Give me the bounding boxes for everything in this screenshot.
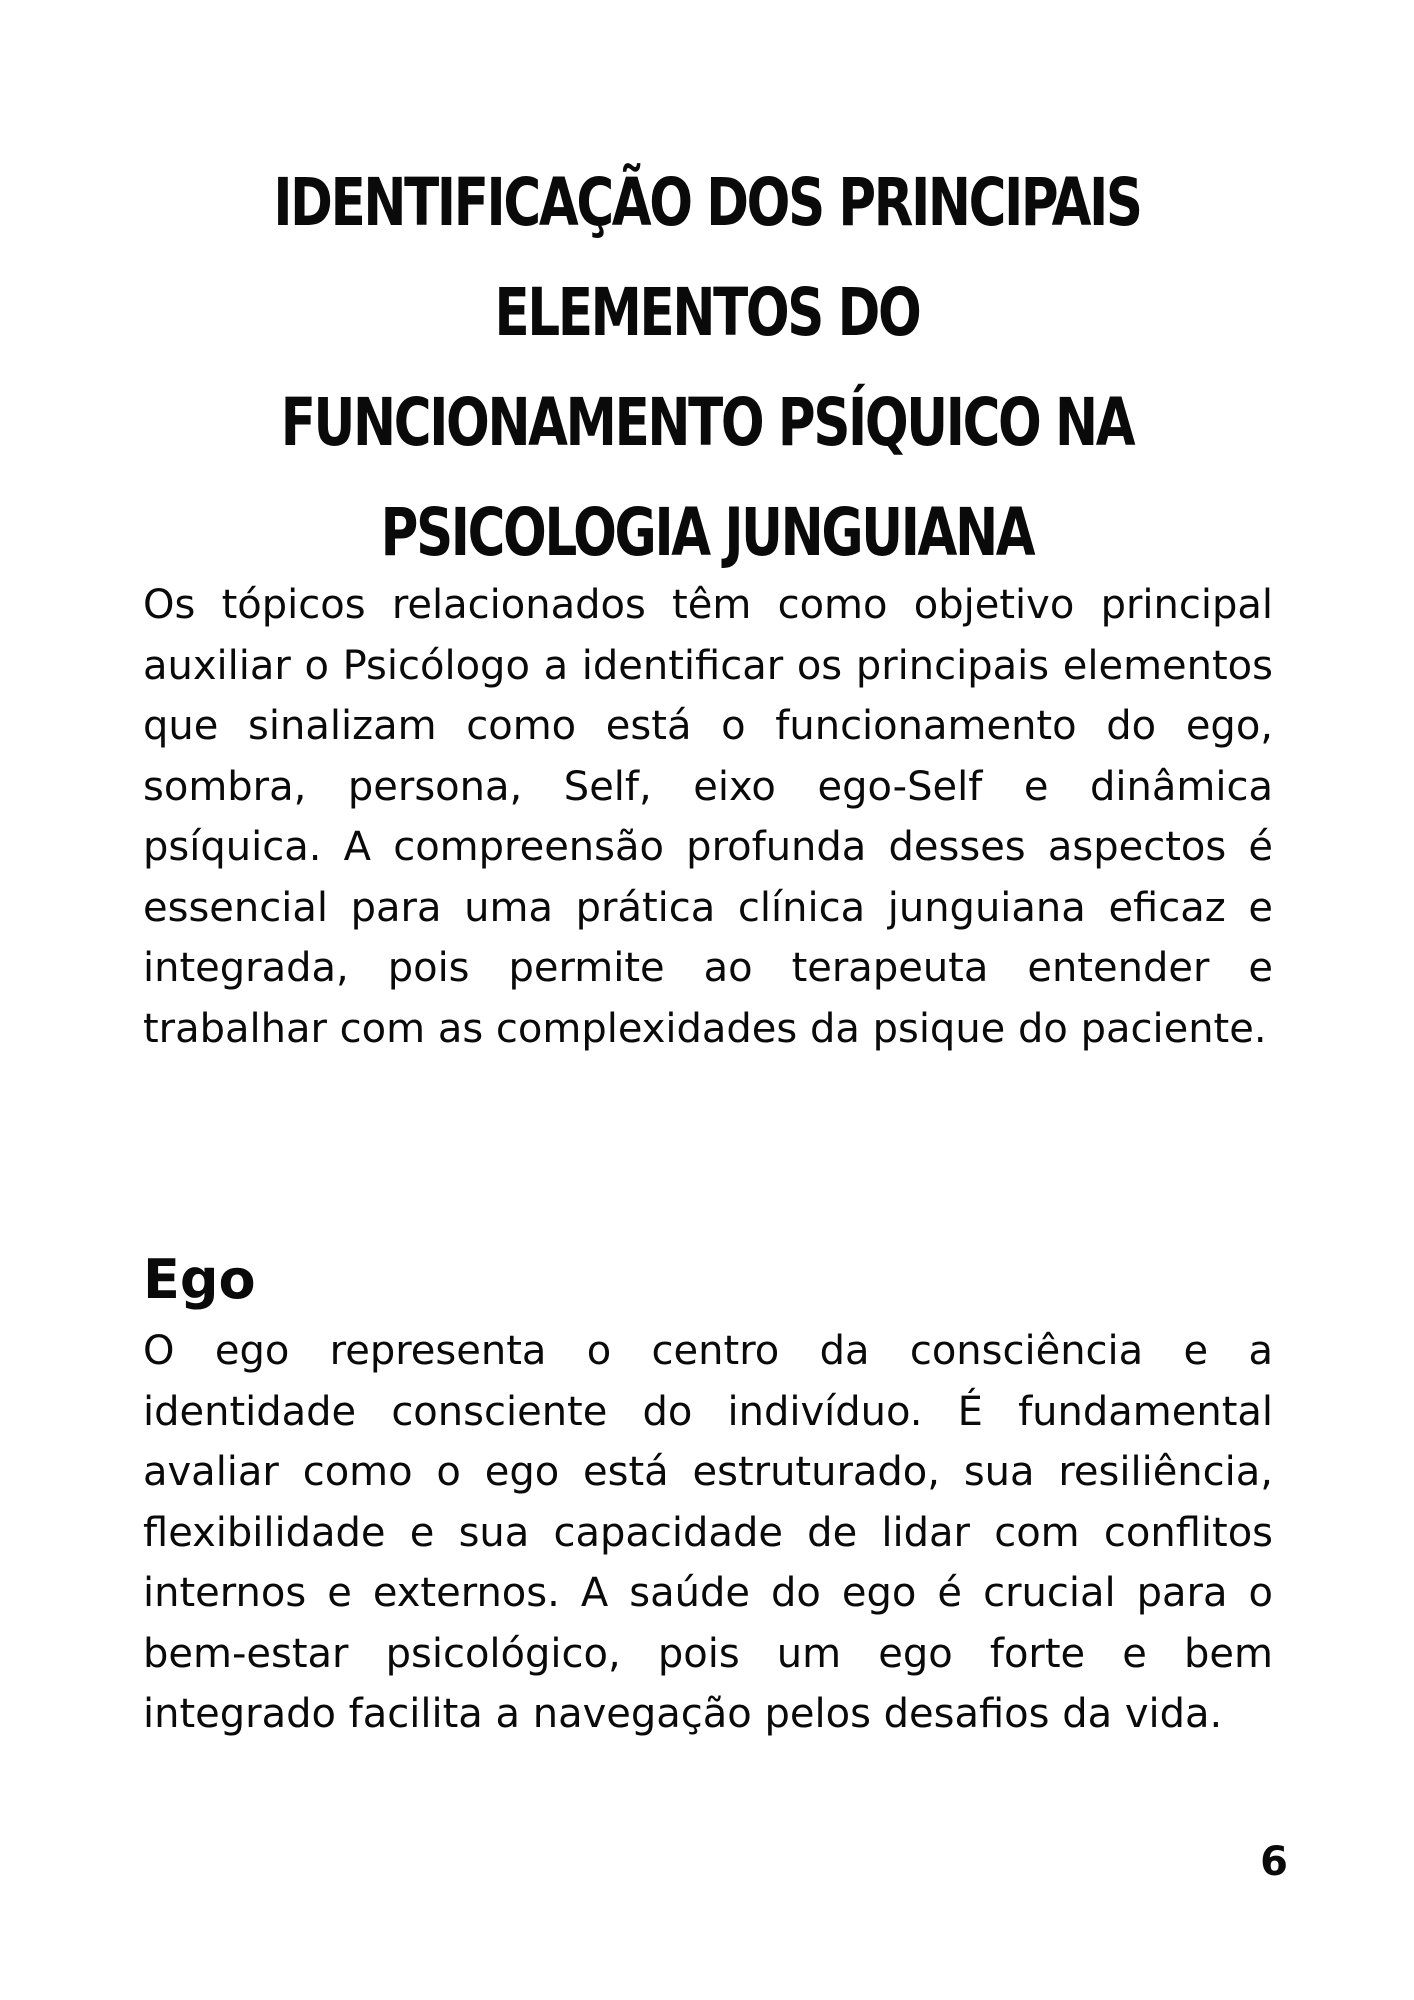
- page-number: 6: [1260, 1839, 1288, 1885]
- page-title: IDENTIFICAÇÃO DOS PRINCIPAIS ELEMENTOS DO FUNCIONAMENTO PSÍQUICO NA PSICOLOGIA JUNGUIANA: [273, 164, 1141, 571]
- section-text-ego: O ego representa o centro da consciência e a identidade consciente do indivíduo. É fundamental avaliar como o ego está estruturado, sua resiliência, flexibilidade e sua capacidade de lidar com conflitos internos e externos. A saúde do ego é crucial para o bem-estar psicológico, pois um ego forte e bem integrado facilita a navegação pelos desafios da vida.: [143, 1328, 1273, 1737]
- intro-paragraph: Os tópicos relacionados têm como objetivo principal auxiliar o Psicólogo a identificar os principais elementos que sinalizam como está o funcionamento do ego, sombra, persona, Self, eixo ego-Self e dinâmica psíquica. A compreensão profunda desses aspectos é essencial para uma prática clínica junguiana eficaz e integrada, pois permite ao terapeuta entender e trabalhar com as complexidades da psique do paciente.: [143, 582, 1273, 1052]
- section-heading-ego: Ego: [143, 1248, 256, 1311]
